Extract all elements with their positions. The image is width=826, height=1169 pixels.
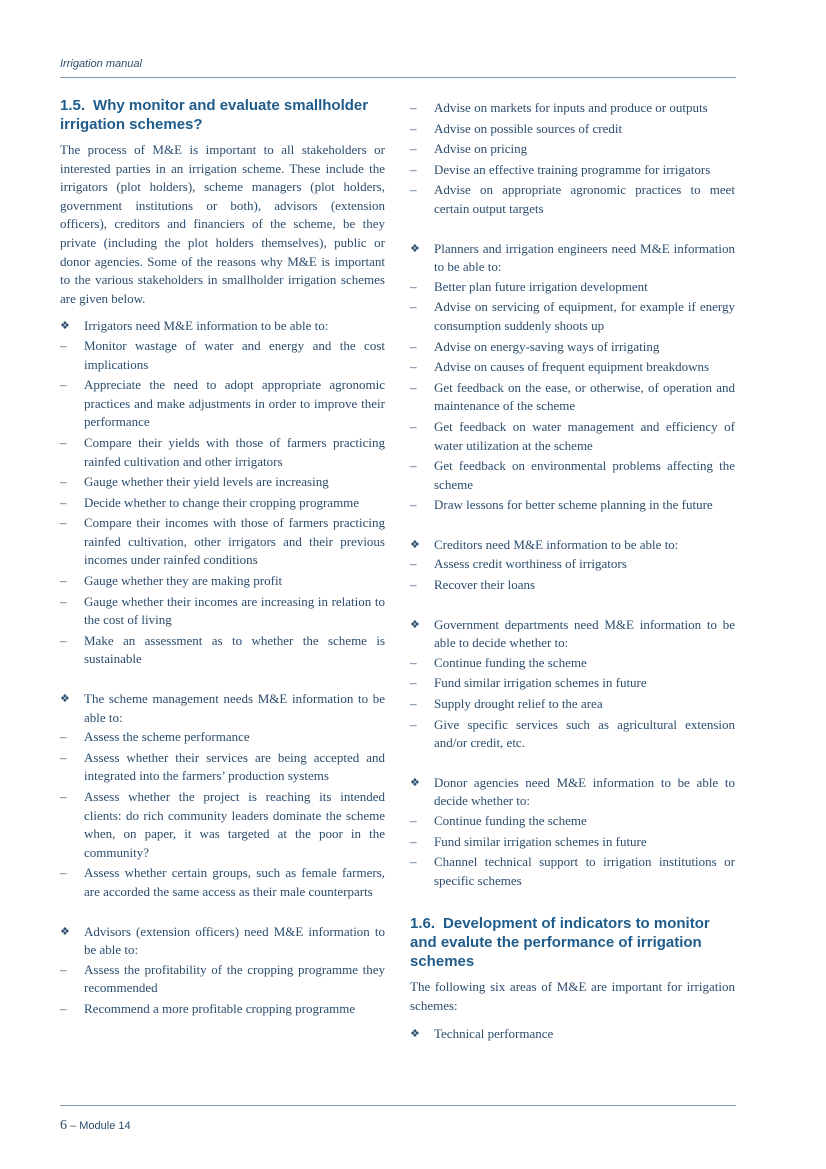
list-item-text: Assess whether the project is reaching its intended clients: do rich community leaders dominate the scheme when, on paper, it was targeted at the poor in the community? — [84, 789, 385, 860]
dash-marker: – — [410, 696, 417, 712]
dash-marker: – — [410, 182, 417, 198]
bullet-lead: Advisors (extension officers) need M&E information to be able to: — [84, 923, 385, 958]
list-item — [60, 514, 385, 570]
list-item — [410, 120, 735, 139]
list-item-text: Assess the profitability of the cropping programme they recommended — [84, 961, 385, 996]
dash-marker: – — [60, 573, 67, 589]
list-item-text: Advise on energy-saving ways of irrigating — [434, 338, 660, 354]
list-item — [410, 576, 735, 595]
bullet-item — [60, 317, 385, 669]
stakeholder-list — [60, 317, 385, 1018]
bullet-lead: The scheme management needs M&E information to be able to: — [84, 691, 385, 725]
list-item-text: Appreciate the need to adopt appropriate agronomic practices and make adjustments in order to improve their performance — [84, 377, 385, 430]
intro-paragraph: The process of M&E is important to all stakeholders or interested parties in an irrigation scheme. These include the irrigators (plot holders), scheme managers (plot holders, government institutions or both), advisors (extension officers), creditors and financiers of the scheme, be they private (including the plot holders themselves), public or donor agencies. Some of the reasons why M&E is important to the various stakeholders in smallholder irrigation schemes are given below. — [60, 142, 385, 306]
list-item — [410, 338, 735, 357]
sub-list — [60, 728, 385, 901]
sub-list — [410, 654, 735, 753]
page-footer — [60, 1118, 131, 1134]
list-item — [410, 278, 735, 297]
diamond-bullet-icon: ❖ — [410, 776, 420, 789]
diamond-bullet-icon: ❖ — [410, 1027, 420, 1040]
list-item-text: Better plan future irrigation development — [434, 278, 648, 294]
dash-marker: – — [410, 675, 417, 691]
sub-list — [410, 812, 735, 890]
running-header: Irrigation manual — [60, 58, 142, 70]
dash-marker: – — [410, 338, 417, 354]
list-item-text: Advise on possible sources of credit — [434, 120, 623, 136]
list-item-text: Gauge whether their incomes are increasing in relation to the cost of living — [84, 593, 385, 628]
list-item — [60, 473, 385, 492]
dash-marker: – — [410, 716, 417, 732]
list-item-text: Monitor wastage of water and energy and the cost implications — [84, 337, 385, 372]
bullet-lead: Creditors need M&E information to be able to: — [434, 536, 679, 552]
dash-marker: – — [60, 434, 67, 450]
list-item-text: Gauge whether their yield levels are increasing — [84, 474, 329, 490]
diamond-bullet-icon: ❖ — [410, 242, 420, 255]
list-item — [60, 749, 385, 786]
list-item — [410, 674, 735, 693]
list-item — [410, 358, 735, 377]
dash-marker: – — [410, 141, 417, 157]
dash-marker: – — [410, 359, 417, 375]
diamond-bullet-icon: ❖ — [410, 618, 420, 631]
right-column — [410, 98, 735, 1043]
dash-marker: – — [410, 379, 417, 395]
list-item-text: Advise on pricing — [434, 141, 528, 157]
dash-marker: – — [60, 749, 67, 765]
list-item — [410, 140, 735, 159]
dash-marker: – — [410, 654, 417, 670]
list-item-text: Advise on servicing of equipment, for example if energy consumption suddenly shoots up — [434, 299, 735, 333]
dash-marker: – — [410, 577, 417, 593]
dash-marker: – — [60, 865, 67, 881]
footer-separator: – — [70, 1120, 77, 1132]
dash-marker: – — [410, 120, 417, 136]
dash-marker: – — [60, 729, 67, 745]
diamond-bullet-icon: ❖ — [60, 693, 70, 706]
list-item-text: Devise an effective training programme for irrigators — [434, 161, 711, 177]
list-item-text: Advise on causes of frequent equipment breakdowns — [434, 359, 710, 375]
bullet-item — [410, 616, 735, 753]
section-heading-1-6: 1.6. Development of indicators to monitor and evalute the performance of irrigation schemes — [410, 915, 710, 971]
list-item — [410, 853, 735, 890]
sub-list — [410, 555, 735, 594]
footer-rule — [60, 1105, 736, 1106]
diamond-bullet-icon: ❖ — [60, 925, 70, 938]
dash-marker: – — [60, 593, 67, 609]
section-heading-1-5: 1.5. Why monitor and evaluate smallholder irrigation schemes? — [60, 97, 369, 133]
list-item-text: Advise on markets for inputs and produce or outputs — [434, 100, 708, 115]
list-item-text: Make an assessment as to whether the scheme is sustainable — [84, 632, 385, 667]
dash-marker: – — [410, 813, 417, 828]
list-item-text: Assess whether their services are being accepted and integrated into the farmers’ production systems — [84, 749, 385, 784]
list-item — [410, 181, 735, 218]
dash-marker: – — [60, 515, 67, 531]
list-item-text: Decide whether to change their cropping programme — [84, 494, 360, 510]
list-item — [410, 654, 735, 673]
list-item-text: Assess whether certain groups, such as female farmers, are accorded the same access as their male counterparts — [84, 865, 385, 899]
list-item — [60, 376, 385, 432]
list-item — [410, 161, 735, 180]
header-rule — [60, 77, 736, 78]
list-item — [410, 379, 735, 416]
list-item — [60, 788, 385, 862]
dash-marker: – — [60, 494, 67, 510]
dash-marker: – — [410, 556, 417, 572]
list-item — [410, 298, 735, 335]
bullet-item — [410, 774, 735, 891]
list-item-text: Compare their incomes with those of farmers practicing rainfed cultivation, other irrigators and their previous incomes under rainfed conditions — [84, 515, 385, 568]
bullet-item — [60, 923, 385, 1019]
dash-marker: – — [410, 854, 417, 870]
bullet-lead: Planners and irrigation engineers need M&E information to be able to: — [434, 240, 735, 275]
section-1-6-intro: The following six areas of M&E are important for irrigation schemes: — [410, 979, 735, 1013]
dash-marker: – — [410, 497, 417, 513]
area-item — [410, 1025, 735, 1044]
list-item — [60, 434, 385, 471]
list-item-text: Fund similar irrigation schemes in future — [434, 833, 647, 849]
list-item — [60, 961, 385, 998]
dash-marker: – — [410, 833, 417, 849]
list-item-text: Gauge whether they are making profit — [84, 573, 283, 589]
list-item-text: Get feedback on water management and efficiency of water utilization at the scheme — [434, 418, 735, 453]
list-item — [60, 864, 385, 901]
dash-marker: – — [410, 418, 417, 434]
stakeholder-list-continued — [410, 221, 735, 891]
list-item-text: Recover their loans — [434, 577, 536, 593]
area-text: Technical performance — [434, 1025, 554, 1041]
bullet-item — [60, 690, 385, 902]
list-item-text: Continue funding the scheme — [434, 813, 587, 828]
bullet-item — [410, 536, 735, 595]
list-item-text: Assess the scheme performance — [84, 729, 250, 745]
list-item-text: Give specific services such as agricultural extension and/or credit, etc. — [434, 716, 735, 751]
list-item-text: Assess credit worthiness of irrigators — [434, 556, 627, 572]
list-item — [410, 833, 735, 852]
list-item-text: Draw lessons for better scheme planning in the future — [434, 497, 713, 513]
list-item — [410, 496, 735, 515]
dash-marker: – — [60, 377, 67, 393]
dash-marker: – — [410, 278, 417, 294]
bullet-item — [410, 240, 735, 515]
list-item — [60, 1000, 385, 1019]
list-item-text: Continue funding the scheme — [434, 654, 587, 670]
list-item-text: Compare their yields with those of farmers practicing rainfed cultivation and other irrigators — [84, 434, 385, 469]
list-item — [60, 337, 385, 374]
list-item-text: Get feedback on the ease, or otherwise, of operation and maintenance of the scheme — [434, 379, 735, 414]
left-column — [60, 96, 385, 1021]
sub-list — [410, 278, 735, 515]
dash-marker: – — [60, 1000, 67, 1016]
list-item — [60, 593, 385, 630]
diamond-bullet-icon: ❖ — [60, 320, 70, 333]
sub-list — [60, 337, 385, 669]
dash-marker: – — [60, 474, 67, 490]
list-item — [410, 99, 735, 118]
list-item — [410, 716, 735, 753]
list-item — [410, 812, 735, 831]
dash-marker: – — [410, 161, 417, 177]
list-item-text: Supply drought relief to the area — [434, 696, 603, 712]
bullet-lead: Government departments need M&E information to be able to decide whether to: — [434, 616, 735, 651]
list-item — [60, 728, 385, 747]
areas-list — [410, 1025, 735, 1044]
list-item-text: Advise on appropriate agronomic practices to meet certain output targets — [434, 182, 735, 216]
list-item-text: Fund similar irrigation schemes in future — [434, 675, 647, 691]
dash-marker: – — [410, 458, 417, 474]
list-item — [60, 632, 385, 669]
dash-marker: – — [60, 337, 67, 353]
sub-list — [60, 961, 385, 1019]
list-item — [410, 555, 735, 574]
list-item — [410, 695, 735, 714]
dash-marker: – — [60, 961, 67, 977]
list-item-text: Get feedback on environmental problems affecting the scheme — [434, 458, 735, 492]
list-item — [410, 457, 735, 494]
dash-marker: – — [60, 632, 67, 648]
continued-list — [410, 99, 735, 219]
list-item — [60, 494, 385, 513]
dash-marker: – — [410, 100, 417, 115]
page-number: 6 — [60, 1118, 67, 1133]
bullet-lead: Irrigators need M&E information to be able to: — [84, 318, 329, 334]
diamond-bullet-icon: ❖ — [410, 538, 420, 551]
list-item — [60, 572, 385, 591]
list-item-text: Recommend a more profitable cropping programme — [84, 1000, 356, 1016]
dash-marker: – — [60, 789, 67, 804]
dash-marker: – — [410, 299, 417, 315]
module-label: Module 14 — [79, 1120, 131, 1132]
list-item — [410, 418, 735, 455]
bullet-lead: Donor agencies need M&E information to be able to decide whether to: — [434, 774, 735, 809]
list-item-text: Channel technical support to irrigation institutions or specific schemes — [434, 854, 735, 888]
